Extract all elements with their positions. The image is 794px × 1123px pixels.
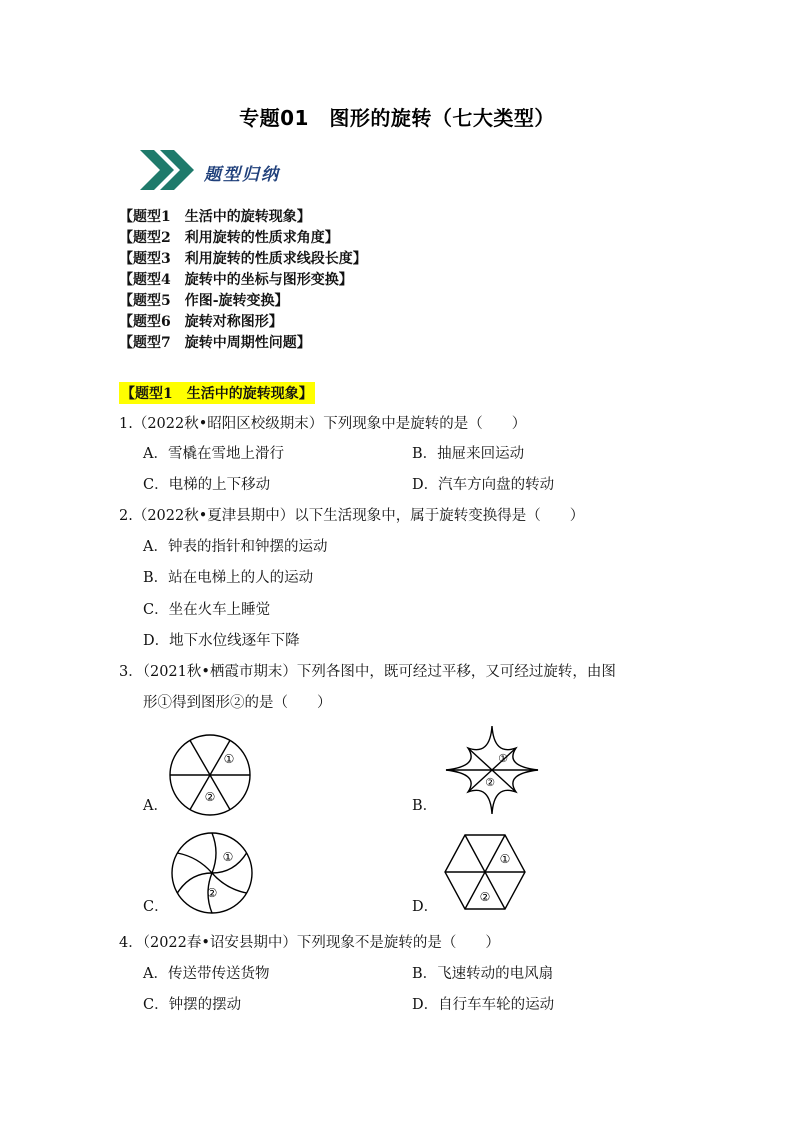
figure-a-mark-2: ② xyxy=(204,790,216,804)
type-list-item: 【题型4 旋转中的坐标与图形变换】 xyxy=(119,272,353,288)
figure-b-mark-2: ② xyxy=(485,776,495,789)
question-4-option-a: A．传送带传送货物 xyxy=(143,966,270,982)
question-3-label-a: A． xyxy=(143,798,168,814)
figure-d-mark-1: ① xyxy=(499,852,511,866)
type-list-item: 【题型7 旋转中周期性问题】 xyxy=(119,335,311,351)
question-3-stem-line-1: 3．（2021秋•栖霞市期末）下列各图中，既可经过平移，又可经过旋转，由图 xyxy=(119,664,616,680)
question-4-option-b: B．飞速转动的电风扇 xyxy=(412,966,554,982)
question-4-option-d: D．自行车车轮的运动 xyxy=(412,997,555,1013)
type-list-item: 【题型5 作图-旋转变换】 xyxy=(119,293,289,309)
figure-a-mark-1: ① xyxy=(223,752,235,766)
question-1-stem: 1.（2022秋•昭阳区校级期末）下列现象中是旋转的是（ ） xyxy=(119,416,527,432)
question-1-option-a: A．雪橇在雪地上滑行 xyxy=(143,446,284,462)
question-1-option-c: C．电梯的上下移动 xyxy=(143,477,271,493)
section-banner xyxy=(138,146,318,194)
figure-d-mark-2: ② xyxy=(479,890,491,904)
question-3-stem-line-2: 形①得到图形②的是（ ） xyxy=(143,695,332,711)
figure-b-star xyxy=(444,724,540,816)
double-chevron-icon xyxy=(138,146,198,194)
banner-label: 题型归纳 xyxy=(204,165,280,185)
section-heading: 【题型1 生活中的旋转现象】 xyxy=(119,382,315,404)
page-title: 专题01 图形的旋转（七大类型） xyxy=(239,106,555,130)
figure-c-circle xyxy=(170,831,254,915)
question-4-option-c: C．钟摆的摆动 xyxy=(143,997,242,1013)
type-list-item: 【题型6 旋转对称图形】 xyxy=(119,314,283,330)
figure-b-mark-1: ① xyxy=(498,752,508,765)
question-1-option-d: D．汽车方向盘的转动 xyxy=(412,477,555,493)
question-2-option-d: D．地下水位线逐年下降 xyxy=(143,633,300,649)
question-2-option-c: C．坐在火车上睡觉 xyxy=(143,602,271,618)
figure-c-mark-2: ② xyxy=(206,886,218,900)
question-2-stem: 2.（2022秋•夏津县期中）以下生活现象中，属于旋转变换得是（ ） xyxy=(119,508,585,524)
type-list-item: 【题型2 利用旋转的性质求角度】 xyxy=(119,230,339,246)
type-list-item: 【题型1 生活中的旋转现象】 xyxy=(119,209,311,225)
question-2-option-b: B．站在电梯上的人的运动 xyxy=(143,570,314,586)
question-2-option-a: A．钟表的指针和钟摆的运动 xyxy=(143,539,328,555)
figure-c-mark-1: ① xyxy=(222,850,234,864)
type-list-item: 【题型3 利用旋转的性质求线段长度】 xyxy=(119,251,367,267)
figure-d-hexagon xyxy=(443,833,527,911)
question-3-label-b: B． xyxy=(412,798,438,814)
question-1-option-b: B．抽屉来回运动 xyxy=(412,446,525,462)
type-list xyxy=(119,207,367,354)
question-4-stem: 4．（2022春•诏安县期中）下列现象不是旋转的是（ ） xyxy=(119,935,500,951)
question-3-label-d: D． xyxy=(412,899,439,915)
question-3-label-c: C． xyxy=(143,899,169,915)
figure-a-circle xyxy=(168,733,252,817)
